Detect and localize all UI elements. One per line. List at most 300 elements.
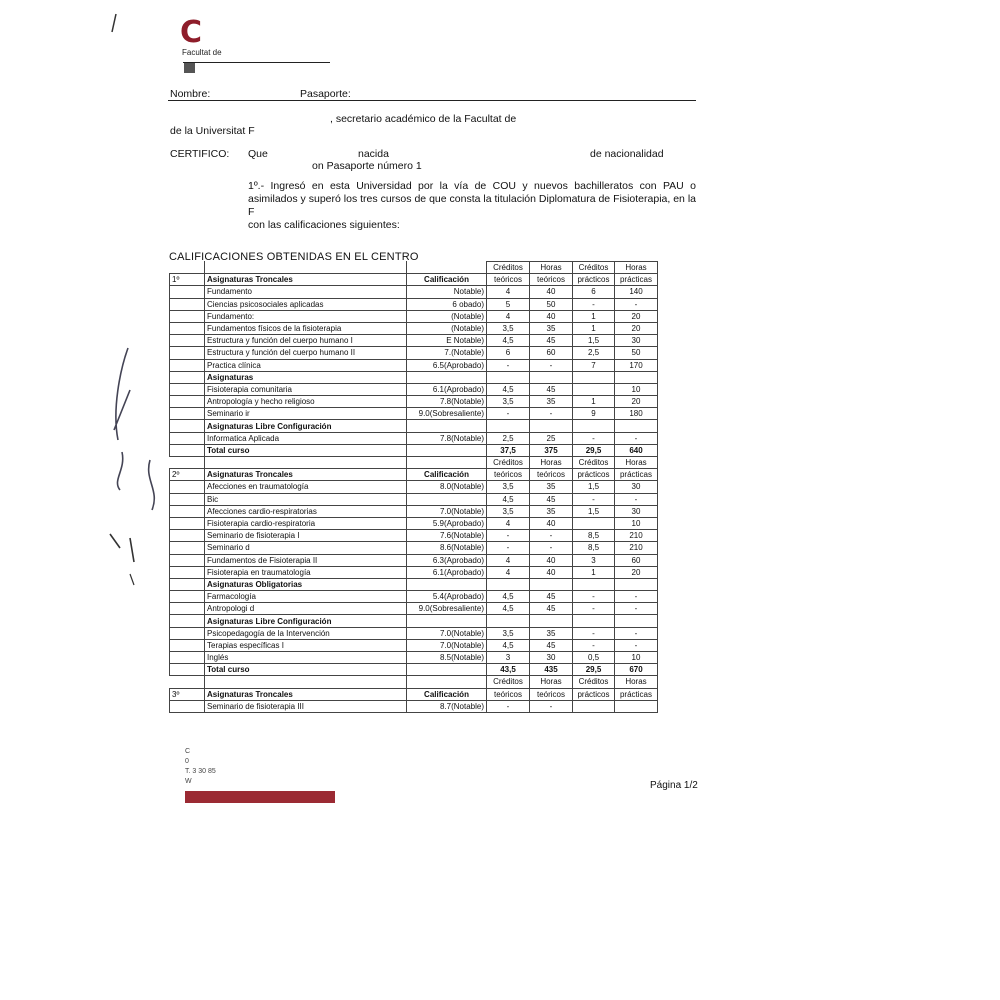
practice-hours-cell: 210	[615, 542, 658, 554]
theory-credits-cell: 37,5	[487, 444, 530, 456]
grade-cell: 8.7(Notable)	[407, 700, 487, 712]
practice-credits-cell	[573, 700, 615, 712]
table-row	[170, 432, 658, 444]
table-row	[170, 335, 658, 347]
table-row	[170, 469, 658, 481]
theory-credits-cell: 4	[487, 310, 530, 322]
subject-cell: Total curso	[205, 664, 407, 676]
practice-hours-cell: -	[615, 493, 658, 505]
grade-cell: 7.0(Notable)	[407, 627, 487, 639]
table-row	[170, 517, 658, 529]
theory-hours-cell: -	[530, 359, 573, 371]
practice-credits-cell: 29,5	[573, 664, 615, 676]
course-year-cell	[170, 383, 205, 395]
course-year-cell	[170, 432, 205, 444]
table-row	[170, 639, 658, 651]
practice-credits-cell: 0,5	[573, 652, 615, 664]
grade-cell: 7.(Notable)	[407, 347, 487, 359]
course-year-cell	[170, 505, 205, 517]
theory-hours-cell: -	[530, 542, 573, 554]
practice-hours-cell: 180	[615, 408, 658, 420]
theory-hours-cell: 45	[530, 639, 573, 651]
subject-cell: Asignaturas Obligatorias	[205, 578, 407, 590]
practice-hours-cell: 30	[615, 335, 658, 347]
table-row	[170, 359, 658, 371]
table-row	[170, 700, 658, 712]
theory-credits-cell: Créditos	[487, 262, 530, 274]
footer-line-3: T. 3 30 85	[185, 768, 216, 775]
grade-cell: 6.3(Aprobado)	[407, 554, 487, 566]
practice-hours-cell: -	[615, 591, 658, 603]
university-logo-icon: C	[180, 15, 203, 50]
course-year-cell	[170, 493, 205, 505]
theory-hours-cell: -	[530, 530, 573, 542]
course-year-cell	[170, 578, 205, 590]
theory-hours-cell: 60	[530, 347, 573, 359]
theory-hours-cell: 375	[530, 444, 573, 456]
practice-hours-cell: Horas	[615, 676, 658, 688]
practice-hours-cell	[615, 700, 658, 712]
grade-cell	[407, 615, 487, 627]
theory-hours-cell: 45	[530, 603, 573, 615]
grade-cell: 9.0(Sobresaliente)	[407, 603, 487, 615]
theory-hours-cell: 45	[530, 383, 573, 395]
practice-credits-cell: 2,5	[573, 347, 615, 359]
subject-cell: Fisioterapia en traumatología	[205, 566, 407, 578]
header-underline	[168, 100, 696, 101]
grade-cell	[407, 262, 487, 274]
course-year-cell	[170, 420, 205, 432]
logo-square-icon	[184, 63, 195, 73]
grades-table	[169, 261, 658, 713]
theory-credits-cell: 6	[487, 347, 530, 359]
course-year-cell: 3º	[170, 688, 205, 700]
course-year-cell	[170, 457, 205, 469]
subject-cell	[205, 262, 407, 274]
theory-credits-cell: Créditos	[487, 676, 530, 688]
course-year-cell	[170, 639, 205, 651]
table-row	[170, 505, 658, 517]
theory-credits-cell: teóricos	[487, 274, 530, 286]
table-row	[170, 578, 658, 590]
grade-cell: 6 obado)	[407, 298, 487, 310]
subject-cell: Terapias específicas I	[205, 639, 407, 651]
practice-hours-cell: 50	[615, 347, 658, 359]
grade-cell: (Notable)	[407, 310, 487, 322]
table-row	[170, 664, 658, 676]
practice-hours-cell: 60	[615, 554, 658, 566]
table-row	[170, 554, 658, 566]
theory-hours-cell	[530, 420, 573, 432]
grade-cell: Notable)	[407, 286, 487, 298]
certifico-label: CERTIFICO:	[170, 148, 230, 160]
subject-cell: Practica clínica	[205, 359, 407, 371]
theory-credits-cell: -	[487, 542, 530, 554]
practice-credits-cell	[573, 615, 615, 627]
theory-credits-cell	[487, 578, 530, 590]
grade-cell: E Notable)	[407, 335, 487, 347]
practice-hours-cell: 10	[615, 383, 658, 395]
grade-cell	[407, 493, 487, 505]
course-year-cell	[170, 322, 205, 334]
course-year-cell	[170, 664, 205, 676]
subject-cell: Asignaturas Libre Configuración	[205, 615, 407, 627]
practice-credits-cell: -	[573, 432, 615, 444]
theory-hours-cell: 435	[530, 664, 573, 676]
theory-credits-cell: -	[487, 700, 530, 712]
table-row	[170, 627, 658, 639]
course-year-cell	[170, 542, 205, 554]
course-year-cell	[170, 591, 205, 603]
subject-cell	[205, 457, 407, 469]
subject-cell: Seminario d	[205, 542, 407, 554]
table-row	[170, 396, 658, 408]
theory-hours-cell: -	[530, 700, 573, 712]
subject-cell: Seminario de fisioterapia III	[205, 700, 407, 712]
practice-hours-cell: 10	[615, 652, 658, 664]
theory-credits-cell: 3	[487, 652, 530, 664]
grade-cell	[407, 457, 487, 469]
theory-hours-cell: 30	[530, 652, 573, 664]
footer-line-4: W	[185, 778, 192, 785]
practice-credits-cell: 1	[573, 310, 615, 322]
subject-cell: Seminario de fisioterapia I	[205, 530, 407, 542]
theory-hours-cell: 40	[530, 310, 573, 322]
subject-cell: Fundamentos de Fisioterapia II	[205, 554, 407, 566]
grade-cell: 7.8(Notable)	[407, 432, 487, 444]
table-row	[170, 652, 658, 664]
subject-cell: Asignaturas Troncales	[205, 469, 407, 481]
subject-cell: Informatica Aplicada	[205, 432, 407, 444]
subject-cell: Seminario ir	[205, 408, 407, 420]
course-year-cell	[170, 517, 205, 529]
table-row	[170, 286, 658, 298]
theory-hours-cell	[530, 578, 573, 590]
practice-credits-cell: 9	[573, 408, 615, 420]
grade-cell: 8.0(Notable)	[407, 481, 487, 493]
practice-credits-cell: 3	[573, 554, 615, 566]
grade-cell: 7.0(Notable)	[407, 639, 487, 651]
footer-color-bar	[185, 791, 335, 803]
table-row	[170, 383, 658, 395]
practice-hours-cell: 30	[615, 505, 658, 517]
theory-credits-cell: teóricos	[487, 688, 530, 700]
table-row	[170, 481, 658, 493]
theory-credits-cell: 4,5	[487, 603, 530, 615]
faculty-short-label: Facultat de	[182, 48, 222, 57]
theory-hours-cell: 40	[530, 554, 573, 566]
practice-hours-cell: -	[615, 627, 658, 639]
subject-cell: Bic	[205, 493, 407, 505]
table-row	[170, 274, 658, 286]
practice-hours-cell: 20	[615, 310, 658, 322]
theory-credits-cell: 4	[487, 286, 530, 298]
grade-cell: Calificación	[407, 688, 487, 700]
practice-hours-cell: 670	[615, 664, 658, 676]
theory-credits-cell: 5	[487, 298, 530, 310]
course-year-cell	[170, 700, 205, 712]
practice-credits-cell: 6	[573, 286, 615, 298]
handwritten-margin-marks-icon	[100, 10, 170, 590]
subject-cell: Fundamento:	[205, 310, 407, 322]
practice-credits-cell	[573, 517, 615, 529]
course-year-cell	[170, 408, 205, 420]
theory-hours-cell: Horas	[530, 262, 573, 274]
practice-hours-cell	[615, 615, 658, 627]
theory-credits-cell	[487, 615, 530, 627]
table-row	[170, 603, 658, 615]
practice-credits-cell: Créditos	[573, 676, 615, 688]
practice-hours-cell: 10	[615, 517, 658, 529]
table-row	[170, 493, 658, 505]
practice-hours-cell: prácticas	[615, 688, 658, 700]
theory-credits-cell	[487, 420, 530, 432]
practice-hours-cell: -	[615, 639, 658, 651]
grade-cell	[407, 676, 487, 688]
practice-hours-cell: Horas	[615, 457, 658, 469]
theory-credits-cell: 3,5	[487, 505, 530, 517]
theory-hours-cell: 35	[530, 627, 573, 639]
subject-cell: Ciencias psicosociales aplicadas	[205, 298, 407, 310]
table-row	[170, 457, 658, 469]
theory-credits-cell: 4	[487, 517, 530, 529]
practice-hours-cell: 140	[615, 286, 658, 298]
grade-cell	[407, 664, 487, 676]
practice-hours-cell: 20	[615, 322, 658, 334]
grade-cell: 7.0(Notable)	[407, 505, 487, 517]
subject-cell: Fisioterapia cardio-respiratoria	[205, 517, 407, 529]
practice-hours-cell	[615, 420, 658, 432]
practice-hours-cell	[615, 371, 658, 383]
grade-cell: 6.1(Aprobado)	[407, 566, 487, 578]
table-row	[170, 444, 658, 456]
subject-cell: Afecciones cardio-respiratorias	[205, 505, 407, 517]
practice-credits-cell: 29,5	[573, 444, 615, 456]
theory-credits-cell: 4	[487, 554, 530, 566]
practice-credits-cell	[573, 383, 615, 395]
subject-cell: Antropologi d	[205, 603, 407, 615]
subject-cell: Asignaturas Libre Configuración	[205, 420, 407, 432]
course-year-cell	[170, 335, 205, 347]
course-year-cell	[170, 530, 205, 542]
grade-cell: 7.6(Notable)	[407, 530, 487, 542]
practice-credits-cell: -	[573, 591, 615, 603]
practice-hours-cell: prácticas	[615, 469, 658, 481]
theory-hours-cell	[530, 615, 573, 627]
practice-credits-cell: -	[573, 603, 615, 615]
grade-cell: (Notable)	[407, 322, 487, 334]
theory-hours-cell: 40	[530, 286, 573, 298]
practice-credits-cell: -	[573, 298, 615, 310]
grade-cell: 5.9(Aprobado)	[407, 517, 487, 529]
practice-hours-cell: 170	[615, 359, 658, 371]
subject-cell: Fundamento	[205, 286, 407, 298]
theory-credits-cell: 43,5	[487, 664, 530, 676]
theory-hours-cell: teóricos	[530, 469, 573, 481]
footer-line-2: 0	[185, 758, 189, 765]
paragraph-text-3: con las calificaciones siguientes:	[248, 219, 400, 231]
theory-hours-cell: 40	[530, 566, 573, 578]
table-row	[170, 566, 658, 578]
course-year-cell	[170, 371, 205, 383]
practice-credits-cell	[573, 371, 615, 383]
table-row	[170, 530, 658, 542]
course-year-cell	[170, 652, 205, 664]
grade-cell: 6.5(Aprobado)	[407, 359, 487, 371]
course-year-cell	[170, 676, 205, 688]
grade-cell: 5.4(Aprobado)	[407, 591, 487, 603]
theory-hours-cell: 35	[530, 505, 573, 517]
table-row	[170, 322, 658, 334]
practice-hours-cell: -	[615, 432, 658, 444]
subject-cell: Afecciones en traumatología	[205, 481, 407, 493]
practice-credits-cell: prácticos	[573, 274, 615, 286]
subject-cell: Asignaturas Troncales	[205, 274, 407, 286]
grade-cell	[407, 578, 487, 590]
theory-credits-cell: 4,5	[487, 335, 530, 347]
practice-hours-cell: Horas	[615, 262, 658, 274]
course-year-cell: 2º	[170, 469, 205, 481]
subject-cell: Inglés	[205, 652, 407, 664]
table-row	[170, 676, 658, 688]
theory-credits-cell: Créditos	[487, 457, 530, 469]
practice-credits-cell: 1,5	[573, 481, 615, 493]
nacida-label: nacida	[358, 148, 389, 160]
practice-credits-cell: prácticos	[573, 469, 615, 481]
practice-hours-cell: 20	[615, 566, 658, 578]
footer-line-1: C	[185, 748, 191, 755]
practice-credits-cell: 1	[573, 396, 615, 408]
theory-hours-cell: teóricos	[530, 688, 573, 700]
practice-credits-cell: -	[573, 627, 615, 639]
practice-hours-cell: 30	[615, 481, 658, 493]
theory-credits-cell: 4,5	[487, 639, 530, 651]
grade-cell: 8.6(Notable)	[407, 542, 487, 554]
theory-hours-cell	[530, 371, 573, 383]
intro-line-1: , secretario académico de la Facultat de	[330, 113, 517, 125]
theory-hours-cell: 45	[530, 335, 573, 347]
pasaporte-numero-label: on Pasaporte número 1	[312, 160, 422, 172]
admission-paragraph	[248, 180, 696, 232]
theory-credits-cell: 4,5	[487, 591, 530, 603]
theory-credits-cell: 3,5	[487, 322, 530, 334]
table-row	[170, 347, 658, 359]
theory-hours-cell: teóricos	[530, 274, 573, 286]
theory-credits-cell: 4	[487, 566, 530, 578]
subject-cell: Estructura y función del cuerpo humano II	[205, 347, 407, 359]
intro-line-2: de la Universitat F	[170, 125, 255, 137]
grade-cell	[407, 444, 487, 456]
practice-credits-cell: 1,5	[573, 505, 615, 517]
practice-credits-cell: Créditos	[573, 457, 615, 469]
course-year-cell	[170, 262, 205, 274]
practice-credits-cell: 8,5	[573, 542, 615, 554]
theory-credits-cell: 2,5	[487, 432, 530, 444]
practice-credits-cell: 7	[573, 359, 615, 371]
theory-credits-cell: teóricos	[487, 469, 530, 481]
practice-hours-cell	[615, 578, 658, 590]
theory-hours-cell: 35	[530, 396, 573, 408]
subject-cell: Farmacología	[205, 591, 407, 603]
practice-hours-cell: prácticas	[615, 274, 658, 286]
course-year-cell	[170, 554, 205, 566]
theory-credits-cell: 3,5	[487, 481, 530, 493]
subject-cell: Estructura y función del cuerpo humano I	[205, 335, 407, 347]
table-row	[170, 688, 658, 700]
table-row	[170, 298, 658, 310]
practice-hours-cell: 640	[615, 444, 658, 456]
theory-credits-cell: -	[487, 359, 530, 371]
course-year-cell	[170, 603, 205, 615]
grade-cell: 8.5(Notable)	[407, 652, 487, 664]
table-row	[170, 371, 658, 383]
grade-cell: Calificación	[407, 469, 487, 481]
grade-cell: 6.1(Aprobado)	[407, 383, 487, 395]
practice-hours-cell: -	[615, 298, 658, 310]
grade-cell: 9.0(Sobresaliente)	[407, 408, 487, 420]
page-number: Página 1/2	[650, 780, 698, 791]
table-row	[170, 542, 658, 554]
grade-cell	[407, 371, 487, 383]
subject-cell: Total curso	[205, 444, 407, 456]
table-row	[170, 262, 658, 274]
course-year-cell	[170, 444, 205, 456]
course-year-cell	[170, 359, 205, 371]
subject-cell: Asignaturas Troncales	[205, 688, 407, 700]
subject-cell: Fundamentos físicos de la fisioterapia	[205, 322, 407, 334]
subject-cell	[205, 676, 407, 688]
practice-hours-cell: 210	[615, 530, 658, 542]
practice-credits-cell: 1,5	[573, 335, 615, 347]
paragraph-text-2: Diplomatura de Fisioterapia, en la F	[248, 193, 697, 218]
table-row	[170, 591, 658, 603]
theory-credits-cell: 3,5	[487, 627, 530, 639]
theory-hours-cell: 35	[530, 481, 573, 493]
theory-hours-cell: 45	[530, 493, 573, 505]
logo-divider	[183, 62, 330, 63]
theory-credits-cell: 3,5	[487, 396, 530, 408]
nombre-label: Nombre:	[170, 88, 211, 100]
practice-credits-cell: -	[573, 493, 615, 505]
table-row	[170, 310, 658, 322]
theory-credits-cell: -	[487, 408, 530, 420]
pasaporte-label: Pasaporte:	[300, 88, 351, 100]
theory-hours-cell: 25	[530, 432, 573, 444]
table-row	[170, 408, 658, 420]
practice-credits-cell: 1	[573, 566, 615, 578]
course-year-cell	[170, 298, 205, 310]
theory-hours-cell: -	[530, 408, 573, 420]
grade-cell: 7.8(Notable)	[407, 396, 487, 408]
section-title: CALIFICACIONES OBTENIDAS EN EL CENTRO	[169, 251, 419, 263]
course-year-cell	[170, 627, 205, 639]
course-year-cell	[170, 615, 205, 627]
course-year-cell	[170, 566, 205, 578]
grade-cell	[407, 420, 487, 432]
theory-hours-cell: 45	[530, 591, 573, 603]
paragraph-text-1: 1º.- Ingresó en esta Universidad por la vía de COU y nuevos bachilleratos con PAU o asimilados y superó los tres cursos de que consta la titulación	[248, 180, 696, 205]
theory-hours-cell: 40	[530, 517, 573, 529]
que-label: Que	[248, 148, 268, 160]
course-year-cell	[170, 286, 205, 298]
subject-cell: Antropología y hecho religioso	[205, 396, 407, 408]
grade-cell: Calificación	[407, 274, 487, 286]
subject-cell: Asignaturas	[205, 371, 407, 383]
practice-credits-cell	[573, 420, 615, 432]
practice-credits-cell	[573, 578, 615, 590]
theory-credits-cell: -	[487, 530, 530, 542]
table-row	[170, 615, 658, 627]
